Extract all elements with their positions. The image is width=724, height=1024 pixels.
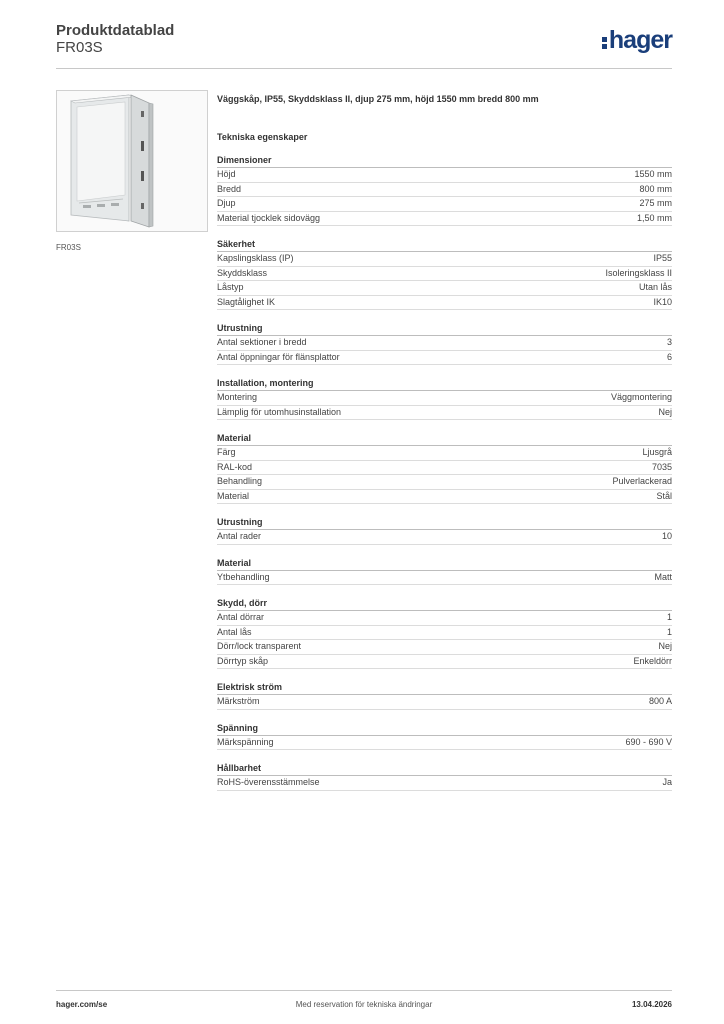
spec-sections bbox=[217, 155, 672, 791]
spec-row bbox=[217, 252, 672, 267]
spec-label: Dörr/lock transparent bbox=[217, 641, 302, 651]
spec-row bbox=[217, 391, 672, 406]
spec-row bbox=[217, 655, 672, 670]
spec-row bbox=[217, 168, 672, 183]
spec-row bbox=[217, 611, 672, 626]
page-title: Produktdatablad bbox=[56, 22, 175, 39]
section-title: Elektrisk ström bbox=[217, 682, 672, 695]
logo-text: hager bbox=[608, 26, 672, 54]
spec-value: 10 bbox=[661, 531, 672, 541]
spec-label: Antal dörrar bbox=[217, 612, 265, 622]
spec-value: IK10 bbox=[653, 296, 672, 307]
spec-value: 1 bbox=[666, 612, 672, 622]
spec-value: 800 A bbox=[648, 696, 672, 706]
spec-row bbox=[217, 336, 672, 351]
spec-label: Dörrtyp skåp bbox=[217, 655, 269, 666]
spec-label: Slagtålighet IK bbox=[217, 296, 276, 307]
section-title: Material bbox=[217, 558, 672, 571]
section-title: Hållbarhet bbox=[217, 763, 672, 776]
hager-logo[interactable] bbox=[602, 28, 672, 53]
spec-section bbox=[217, 378, 672, 420]
spec-row bbox=[217, 461, 672, 476]
page-header bbox=[56, 22, 672, 69]
spec-label: Märkström bbox=[217, 696, 260, 706]
spec-value: Stål bbox=[656, 490, 672, 501]
spec-section bbox=[217, 682, 672, 710]
spec-value: 3 bbox=[666, 337, 672, 347]
spec-section bbox=[217, 723, 672, 751]
spec-value: IP55 bbox=[653, 253, 672, 263]
section-title: Spänning bbox=[217, 723, 672, 736]
logo-dots-icon bbox=[602, 37, 607, 49]
spec-label: RoHS-överensstämmelse bbox=[217, 777, 320, 787]
spec-value: Nej bbox=[658, 641, 672, 651]
spec-row bbox=[217, 267, 672, 282]
spec-value: Isoleringsklass II bbox=[605, 267, 672, 278]
product-description: Väggskåp, IP55, Skyddsklass II, djup 275 mm, höjd 1550 mm bredd 800 mm bbox=[217, 94, 539, 104]
spec-label: Djup bbox=[217, 198, 236, 208]
spec-value: Pulverlackerad bbox=[612, 476, 672, 486]
footer-note: Med reservation för tekniska ändringar bbox=[295, 1000, 433, 1009]
section-title: Utrustning bbox=[217, 517, 672, 530]
spec-row bbox=[217, 281, 672, 296]
spec-value: Ja bbox=[662, 777, 672, 787]
product-code: FR03S bbox=[56, 39, 103, 56]
spec-value: 1 bbox=[666, 626, 672, 637]
cabinet-illustration bbox=[57, 91, 207, 231]
spec-section bbox=[217, 598, 672, 669]
section-title: Säkerhet bbox=[217, 239, 672, 252]
page-footer bbox=[56, 990, 672, 1021]
spec-label: Höjd bbox=[217, 169, 236, 179]
product-image bbox=[56, 90, 208, 232]
spec-row bbox=[217, 183, 672, 198]
spec-label: Antal rader bbox=[217, 531, 262, 541]
spec-value: 800 mm bbox=[639, 183, 672, 194]
spec-label: Skyddsklass bbox=[217, 267, 268, 278]
spec-value: Utan lås bbox=[638, 282, 672, 292]
spec-label: Kapslingsklass (IP) bbox=[217, 253, 294, 263]
spec-label: Bredd bbox=[217, 183, 242, 194]
spec-value: Matt bbox=[654, 571, 672, 582]
spec-value: 690 - 690 V bbox=[625, 736, 672, 747]
spec-row bbox=[217, 626, 672, 641]
spec-value: 1550 mm bbox=[634, 169, 672, 179]
spec-heading: Tekniska egenskaper bbox=[217, 132, 308, 142]
spec-value: 7035 bbox=[651, 461, 672, 472]
spec-label: Lämplig för utomhusinstallation bbox=[217, 406, 342, 417]
section-title: Utrustning bbox=[217, 323, 672, 336]
spec-row bbox=[217, 736, 672, 751]
spec-label: Behandling bbox=[217, 476, 263, 486]
spec-label: Färg bbox=[217, 447, 236, 457]
spec-row bbox=[217, 475, 672, 490]
spec-label: Antal öppningar för flänsplattor bbox=[217, 351, 340, 362]
image-caption: FR03S bbox=[56, 243, 81, 252]
section-title: Material bbox=[217, 433, 672, 446]
spec-label: RAL-kod bbox=[217, 461, 253, 472]
footer-website-link[interactable]: hager.com/se bbox=[56, 1000, 108, 1009]
spec-label: Låstyp bbox=[217, 282, 244, 292]
spec-value: Väggmontering bbox=[610, 392, 672, 402]
spec-label: Ytbehandling bbox=[217, 571, 270, 582]
spec-label: Material bbox=[217, 490, 250, 501]
spec-section bbox=[217, 433, 672, 504]
spec-row bbox=[217, 490, 672, 505]
spec-row bbox=[217, 197, 672, 212]
spec-label: Montering bbox=[217, 392, 258, 402]
spec-row bbox=[217, 446, 672, 461]
spec-row bbox=[217, 695, 672, 710]
spec-row bbox=[217, 776, 672, 791]
spec-row bbox=[217, 212, 672, 227]
spec-label: Antal sektioner i bredd bbox=[217, 337, 307, 347]
spec-section bbox=[217, 517, 672, 545]
spec-section bbox=[217, 155, 672, 226]
footer-date: 13.04.2026 bbox=[631, 1000, 672, 1009]
spec-value: Ljusgrå bbox=[642, 447, 672, 457]
spec-content bbox=[217, 94, 672, 791]
spec-row bbox=[217, 406, 672, 421]
spec-value: Nej bbox=[658, 406, 672, 417]
spec-value: 6 bbox=[666, 351, 672, 362]
spec-section bbox=[217, 558, 672, 586]
spec-label: Material tjocklek sidovägg bbox=[217, 212, 321, 223]
spec-row bbox=[217, 296, 672, 311]
spec-value: Enkeldörr bbox=[633, 655, 672, 666]
section-title: Skydd, dörr bbox=[217, 598, 672, 611]
spec-section bbox=[217, 763, 672, 791]
spec-section bbox=[217, 323, 672, 365]
section-title: Dimensioner bbox=[217, 155, 672, 168]
spec-row bbox=[217, 571, 672, 586]
spec-label: Märkspänning bbox=[217, 736, 274, 747]
section-title: Installation, montering bbox=[217, 378, 672, 391]
spec-section bbox=[217, 239, 672, 310]
spec-value: 275 mm bbox=[639, 198, 672, 208]
spec-label: Antal lås bbox=[217, 626, 252, 637]
spec-row bbox=[217, 351, 672, 366]
spec-row bbox=[217, 530, 672, 545]
spec-row bbox=[217, 640, 672, 655]
spec-value: 1,50 mm bbox=[636, 212, 672, 223]
